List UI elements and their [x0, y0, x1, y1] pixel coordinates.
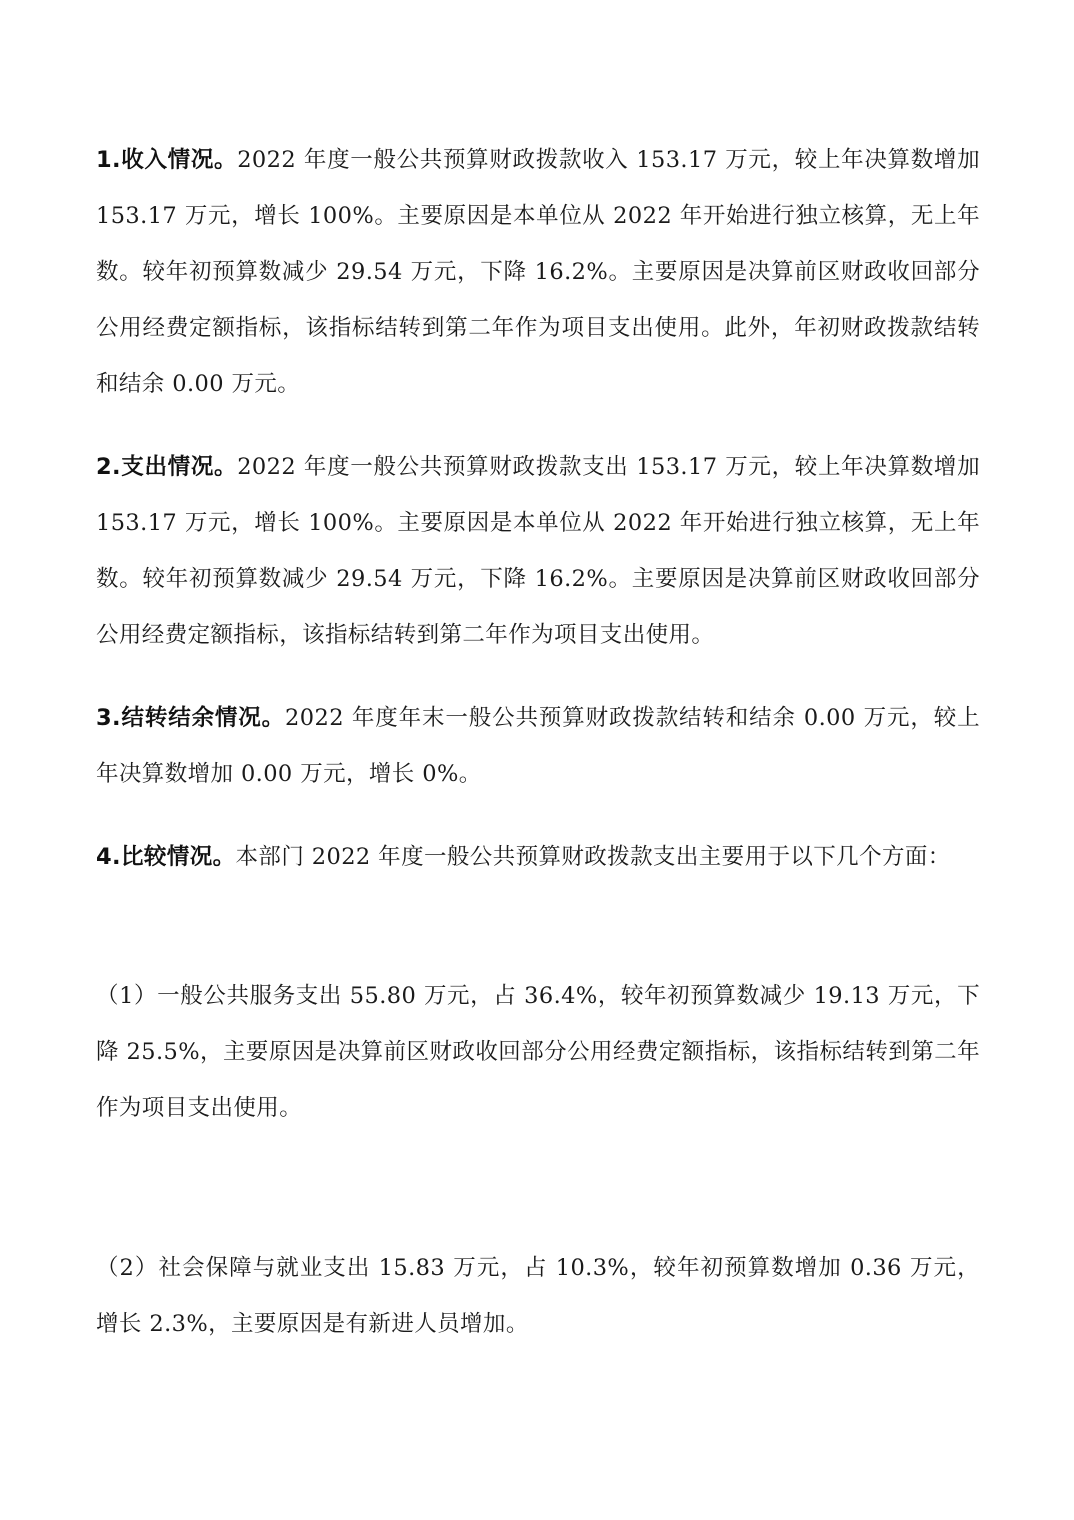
section-comparison-body: 本部门 2022 年度一般公共预算财政拨款支出主要用于以下几个方面：: [235, 844, 951, 870]
section-income-heading: 1.收入情况。: [96, 147, 238, 173]
section-income-body: 2022 年度一般公共预算财政拨款收入 153.17 万元，较上年决算数增加 153.17 万元，增长 100%。主要原因是本单位从 2022 年开始进行独立核算，无上年数。较年初预算数减少 29.54 万元，下降 16.2%。主要原因是决算前区财政收回部分公用经费定额指标，该指标结转到第二年作为项目支出使用。此外，年初财政拨款结转和结余 0.00 万元。: [96, 147, 988, 397]
section-carryover: [96, 690, 980, 802]
section-expenditure-body: 2022 年度一般公共预算财政拨款支出 153.17 万元，较上年决算数增加 153.17 万元，增长 100%。主要原因是本单位从 2022 年开始进行独立核算，无上年数。较年初预算数减少 29.54 万元，下降 16.2%。主要原因是决算前区财政收回部分公用经费定额指标，该指标结转到第二年作为项目支出使用。: [96, 454, 988, 648]
list-item-public-services: （1）一般公共服务支出 55.80 万元，占 36.4%，较年初预算数减少 19.13 万元，下降 25.5%，主要原因是决算前区财政收回部分公用经费定额指标，该指标结转到第二年作为项目支出使用。: [96, 983, 980, 1121]
section-expenditure-heading: 2.支出情况。: [96, 454, 238, 480]
list-item-social-security: （2）社会保障与就业支出 15.83 万元，占 10.3%，较年初预算数增加 0.36 万元，增长 2.3%，主要原因是有新进人员增加。: [96, 1255, 980, 1337]
section-expenditure: [96, 439, 988, 663]
section-carryover-heading: 3.结转结余情况。: [96, 705, 286, 731]
section-comparison: [96, 829, 980, 885]
section-income: [96, 132, 988, 412]
section-comparison-heading: 4.比较情况。: [96, 844, 236, 870]
section-carryover-body: 2022 年度年末一般公共预算财政拨款结转和结余 0.00 万元，较上年决算数增加 0.00 万元，增长 0%。: [96, 705, 980, 787]
